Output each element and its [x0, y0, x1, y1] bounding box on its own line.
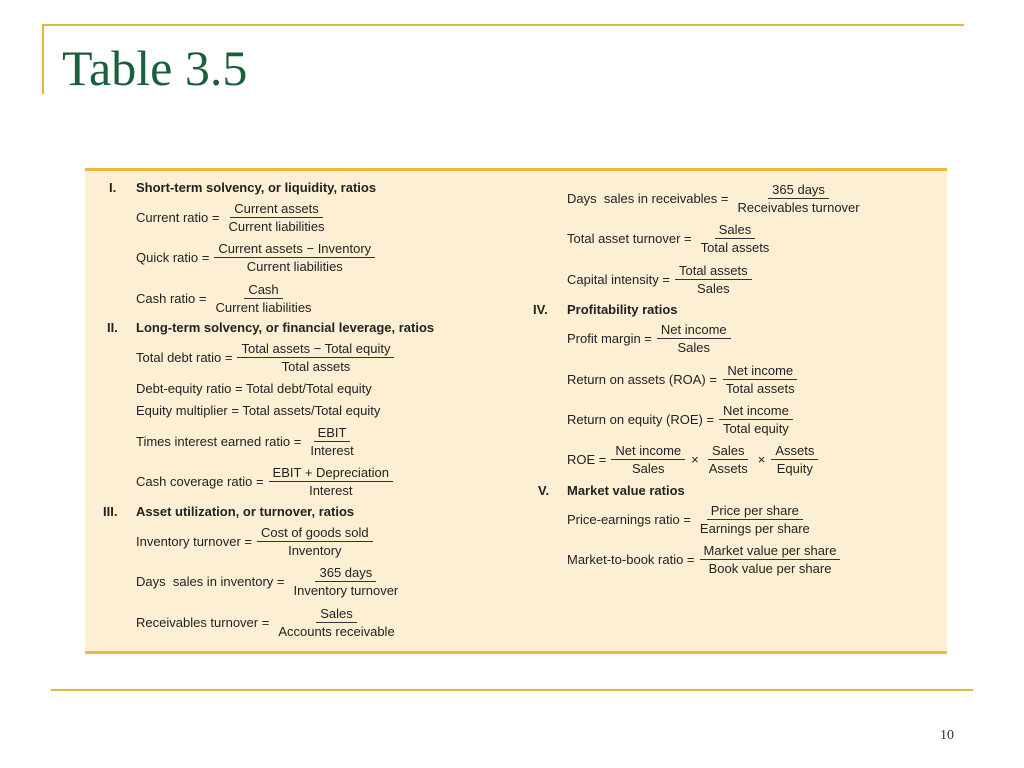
numerator: Price per share [707, 502, 803, 520]
roe-formula [567, 402, 793, 437]
formula-label: Receivables turnover = [136, 615, 270, 630]
inventory-turnover-formula [136, 524, 373, 559]
denominator: Total assets [281, 359, 351, 374]
section-numeral: V. [538, 483, 550, 498]
multiply-sign: × [691, 452, 699, 467]
numerator: Cost of goods sold [257, 524, 373, 542]
equity-multiplier-formula: Equity multiplier = Total assets/Total equity [136, 403, 381, 418]
roe-dupont-formula [567, 442, 818, 477]
total-asset-turnover-formula [567, 221, 773, 256]
numerator: Net income [723, 362, 797, 380]
formula-label: Total asset turnover = [567, 231, 692, 246]
cash-ratio-formula [136, 281, 316, 316]
denominator: Book value per share [708, 561, 832, 576]
capital-intensity-formula [567, 262, 752, 297]
denominator: Current liabilities [215, 300, 312, 315]
formula-label: Price-earnings ratio = [567, 512, 691, 527]
numerator: Total assets [675, 262, 752, 280]
formula-label: Capital intensity = [567, 272, 670, 287]
numerator: Net income [719, 402, 793, 420]
footer-rule [51, 689, 973, 691]
section-numeral: II. [107, 320, 118, 335]
formula-label: Cash ratio = [136, 291, 207, 306]
section-title: Short-term solvency, or liquidity, ratios [136, 180, 377, 195]
formula-label: Market-to-book ratio = [567, 552, 695, 567]
fraction [771, 442, 818, 477]
formula-label: Current ratio = [136, 210, 220, 225]
fraction [719, 402, 793, 437]
pe-ratio-formula [567, 502, 814, 537]
fraction [257, 524, 373, 559]
page-number: 10 [940, 728, 954, 743]
numerator: Cash [244, 281, 282, 299]
fraction [700, 542, 841, 577]
numerator: Market value per share [700, 542, 841, 560]
numerator: Sales [715, 221, 756, 239]
market-to-book-formula [567, 542, 840, 577]
formula-label: Return on equity (ROE) = [567, 412, 715, 427]
section-title: Asset utilization, or turnover, ratios [136, 504, 355, 519]
numerator: 365 days [315, 564, 376, 582]
denominator: Sales [697, 281, 730, 296]
numerator: Current assets − Inventory [214, 240, 375, 258]
fraction [274, 605, 398, 640]
denominator: Total assets [725, 381, 795, 396]
formula-label: Quick ratio = [136, 250, 210, 265]
fraction [705, 442, 752, 477]
denominator: Assets [708, 461, 748, 476]
section-title: Profitability ratios [567, 302, 678, 317]
numerator: Sales [708, 442, 749, 460]
fraction [306, 424, 357, 459]
ratio-table [85, 168, 947, 654]
formula-label: Days sales in inventory = [136, 574, 285, 589]
multiply-sign: × [757, 452, 766, 467]
section-numeral: IV. [533, 302, 548, 317]
fraction [722, 362, 799, 397]
section-title: Long-term solvency, or financial leverage, ratios [136, 320, 435, 335]
formula-label: ROE = [567, 452, 607, 467]
denominator: Current liabilities [246, 259, 343, 274]
denominator: Inventory turnover [293, 583, 399, 598]
fraction [214, 240, 375, 275]
fraction [657, 321, 731, 356]
numerator: EBIT [314, 424, 351, 442]
formula-label: Times interest earned ratio = [136, 434, 302, 449]
numerator: Assets [771, 442, 818, 460]
debt-equity-ratio-formula: Debt-equity ratio = Total debt/Total equity [136, 381, 372, 396]
formula-label: Cash coverage ratio = [136, 474, 264, 489]
denominator: Sales [631, 461, 665, 476]
days-sales-receivables-formula [567, 181, 864, 216]
numerator: Total assets − Total equity [237, 340, 394, 358]
formula-label: Inventory turnover = [136, 534, 252, 549]
total-debt-ratio-formula [136, 340, 394, 375]
fraction [289, 564, 402, 599]
denominator: Sales [677, 340, 711, 355]
section-title: Market value ratios [567, 483, 685, 498]
section-numeral: III. [103, 504, 118, 519]
section-numeral: I. [109, 180, 117, 195]
formula-label: Total debt ratio = [136, 350, 233, 365]
denominator: Equity [776, 461, 813, 476]
denominator: Current liabilities [228, 219, 325, 234]
fraction [237, 340, 394, 375]
denominator: Total assets [700, 240, 770, 255]
slide-title: Table 3.5 [62, 40, 248, 96]
fraction [269, 464, 393, 499]
formula-label: Return on assets (ROA) = [567, 372, 717, 387]
left-rule [42, 24, 44, 94]
denominator: Interest [310, 443, 354, 458]
denominator: Earnings per share [699, 521, 810, 536]
days-sales-inventory-formula [136, 564, 402, 599]
fraction [696, 502, 814, 537]
fraction [211, 281, 315, 316]
quick-ratio-formula [136, 240, 375, 275]
times-interest-earned-formula [136, 424, 358, 459]
denominator: Receivables turnover [737, 200, 860, 215]
denominator: Inventory [288, 543, 342, 558]
formula-label: Profit margin = [567, 331, 652, 346]
numerator: 365 days [768, 181, 829, 199]
numerator: Net income [657, 321, 731, 339]
denominator: Interest [309, 483, 353, 498]
denominator: Accounts receivable [278, 624, 395, 639]
fraction [697, 221, 774, 256]
fraction [224, 200, 328, 235]
fraction [734, 181, 864, 216]
top-rule [42, 24, 964, 26]
formula-label: Days sales in receivables = [567, 191, 729, 206]
numerator: EBIT + Depreciation [269, 464, 393, 482]
numerator: Net income [611, 442, 685, 460]
numerator: Sales [316, 605, 357, 623]
current-ratio-formula [136, 200, 329, 235]
roa-formula [567, 362, 799, 397]
cash-coverage-formula [136, 464, 393, 499]
profit-margin-formula [567, 321, 731, 356]
receivables-turnover-formula [136, 605, 399, 640]
denominator: Total equity [723, 421, 789, 436]
numerator: Current assets [230, 200, 323, 218]
fraction [675, 262, 752, 297]
fraction [611, 442, 685, 477]
